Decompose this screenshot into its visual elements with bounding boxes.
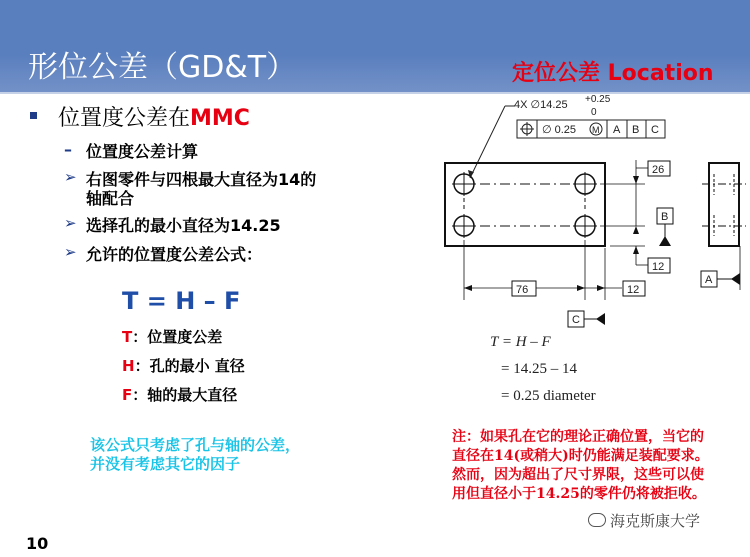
dim-26: 26 [652, 164, 665, 176]
arrow-bullet-icon: ➢ [64, 243, 77, 261]
formula-main: T = H – F [122, 287, 241, 315]
slide-title: 形位公差（GD&T） [28, 50, 297, 85]
def-f-key: F [122, 386, 133, 404]
arrow-bullet-icon: ➢ [64, 168, 77, 186]
main-bullet [58, 101, 250, 132]
datum-a-triangle-icon [731, 273, 740, 285]
equation-line1: T = H – F [490, 334, 551, 350]
datum-c: C [572, 314, 580, 326]
def-h [122, 355, 245, 376]
main-bullet-highlight: MMC [190, 106, 250, 131]
def-t-key: T [122, 328, 133, 346]
bullet-square-icon [30, 112, 37, 119]
equation-line2: = 14.25 – 14 [501, 361, 577, 377]
main-bullet-text: 位置度公差在 [58, 106, 191, 131]
cyan-note-line2: 并没有考虑其它的因子 [90, 455, 241, 473]
red-note: 注：如果孔在它的理论正确位置，当它的直径在14(或稍大)时仍能满足装配要求。然而，因为超出了尺寸界限，这些可以使用但直径小于14.25的零件仍将被拒收。 [452, 429, 709, 502]
item1-line1: 右图零件与四根最大直径为14的 [86, 170, 317, 189]
page-number: 10 [26, 534, 49, 553]
watermark-text: 海克斯康大学 [610, 512, 701, 530]
dash-icon: – [64, 140, 72, 159]
holes [452, 172, 597, 238]
fcf-tolerance: ∅ 0.25 [542, 124, 577, 136]
fcf-datum-c: C [651, 124, 659, 136]
tol-zero: 0 [591, 107, 597, 118]
tol-plus: +0.25 [585, 94, 611, 105]
fcf-datum-b: B [632, 124, 640, 136]
def-h-desc: ：孔的最小 直径 [134, 357, 245, 375]
datum-a: A [705, 274, 713, 286]
arrow-bullet-icon: ➢ [64, 214, 77, 232]
dim-76: 76 [516, 284, 529, 296]
cyan-note [90, 436, 390, 474]
def-t-desc: ：位置度公差 [132, 328, 223, 346]
item2-text: 选择孔的最小直径为14.25 [86, 216, 281, 235]
datum-b: B [661, 211, 669, 223]
fcf-datum-a: A [613, 124, 621, 136]
def-f-desc: ：轴的最大直径 [132, 386, 238, 404]
fcf-mmc: M [592, 125, 600, 135]
def-t [122, 326, 222, 347]
dim-12-horizontal: 12 [627, 284, 640, 296]
wechat-icon [588, 513, 606, 527]
gdt-drawing [430, 88, 750, 418]
datum-b-triangle-icon [659, 236, 671, 246]
watermark [586, 510, 702, 531]
item1-line2: 轴配合 [86, 189, 135, 208]
dim-12-vertical: 12 [652, 261, 665, 273]
def-h-key: H [122, 357, 135, 375]
feature-control-frame [517, 120, 665, 138]
section-tag: 定位公差 Location [512, 61, 714, 86]
item3-text: 允许的位置度公差公式： [86, 245, 263, 264]
datum-c-triangle-icon [596, 313, 605, 325]
cyan-note-line1: 该公式只考虑了孔与轴的公差， [90, 436, 301, 454]
sub-bullet-heading: 位置度公差计算 [86, 142, 199, 161]
hole-callout: 4X ∅14.25 [514, 99, 568, 111]
equation-line3: = 0.25 diameter [501, 388, 596, 404]
def-f [122, 384, 237, 405]
